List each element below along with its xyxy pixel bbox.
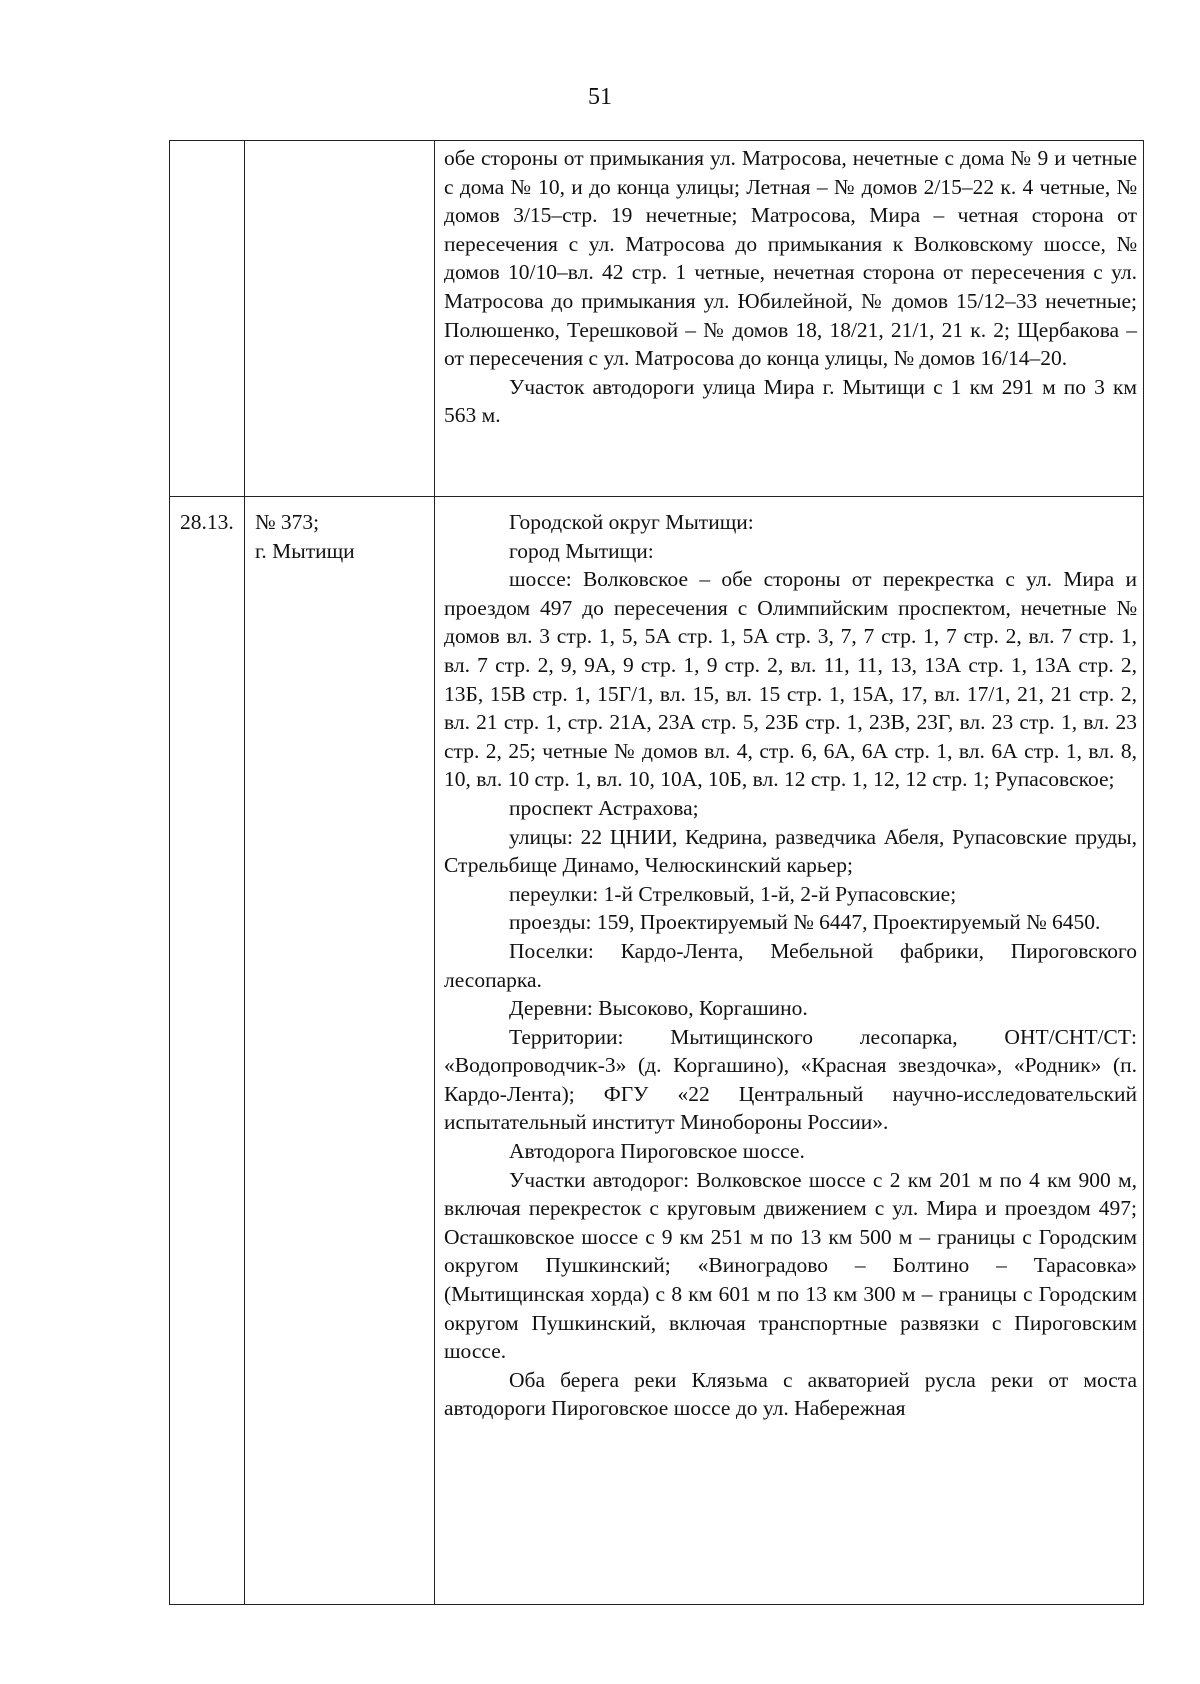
- description-paragraph: Участки автодорог: Волковское шоссе с 2 км 201 м по 4 км 900 м, включая перекресток с круговым движением с ул. Мира и проездом 497; Осташковское шоссе с 9 км 251 м по 13 км 500 м – границы с Городским округом Пушкинский; «Виноградово – Болтино – Тарасовка» (Мытищинская хорда) с 8 км 601 м по 13 км 300 м – границы с Городским округом Пушкинский, включая транспортные развязки с Пироговским шоссе.: [444, 1167, 1137, 1364]
- description-paragraph: Территории: Мытищинского лесопарка, ОНТ/СНТ/СТ: «Водопроводчик-3» (д. Коргашино), «Красная звездочка», «Родник» (п. Кардо-Лента); ФГУ «22 Центральный научно-исследовательский испытательный институт Минобороны России».: [444, 1024, 1137, 1135]
- description-paragraph: Городской округ Мытищи:: [509, 510, 754, 534]
- row-description-cell: [435, 497, 1144, 1605]
- row-number-cell: [170, 141, 245, 497]
- page-number: 51: [588, 84, 612, 110]
- zone-table: [169, 140, 1144, 1605]
- description-paragraph: Поселки: Кардо-Лента, Мебельной фабрики, Пироговского лесопарка.: [444, 938, 1137, 992]
- table-row: [170, 141, 1144, 497]
- description-paragraph: проезды: 159, Проектируемый № 6447, Проектируемый № 6450.: [509, 910, 1101, 935]
- description-paragraph: город Мытищи:: [509, 538, 654, 563]
- description-paragraph: проспект Астрахова;: [509, 795, 699, 820]
- description-paragraph: Деревни: Высоково, Коргашино.: [509, 996, 808, 1021]
- description-paragraph: Участок автодороги улица Мира г. Мытищи с 1 км 291 м по 3 км 563 м.: [444, 374, 1137, 428]
- description-paragraph: переулки: 1-й Стрелковый, 1-й, 2-й Рупасовские;: [509, 881, 957, 906]
- description-paragraph: улицы: 22 ЦНИИ, Кедрина, разведчика Абеля, Рупасовские пруды, Стрельбище Динамо, Челюскинский карьер;: [444, 824, 1137, 878]
- description-paragraph: обе стороны от примыкания ул. Матросова, нечетные с дома № 9 и четные с дома № 10, и до конца улицы; Летная – № домов 2/15–22 к. 4 четные, № домов 3/15–стр. 19 нечетные; Матросова, Мира – четная сторона от пересечения с ул. Матросова до примыкания к Волковскому шоссе, № домов 10/10–вл. 42 стр. 1 четные, нечетная сторона от пересечения с ул. Матросова до примыкания ул. Юбилейной, № домов 15/12–33 нечетные; Полюшенко, Терешковой – № домов 18, 18/21, 21/1, 21 к. 2; Щербакова – от пересечения с ул. Матросова до конца улицы, № домов 16/14–20.: [444, 146, 1137, 371]
- table-row: [170, 497, 1144, 1605]
- row-number-cell: 28.13.: [170, 497, 245, 1605]
- description-paragraph: шоссе: Волковское – обе стороны от перекрестка с ул. Мира и проездом 497 до пересечения с Олимпийским проспектом, нечетные № домов вл. 3 стр. 1, 5, 5А стр. 1, 5А стр. 3, 7, 7 стр. 1, 7 стр. 2, вл. 7 стр. 1, вл. 7 стр. 2, 9, 9А, 9 стр. 1, 9 стр. 2, вл. 11, 11, 13, 13А стр. 1, 13А стр. 2, 13Б, 15В стр. 1, 15Г/1, вл. 15, вл. 15 стр. 1, 15А, 17, вл. 17/1, 21, 21 стр. 2, вл. 21 стр. 1, стр. 21А, 23А стр. 5, 23Б стр. 1, 23В, 23Г, вл. 23 стр. 1, вл. 23 стр. 2, 25; четные № домов вл. 4, стр. 6, 6А, 6А стр. 1, вл. 6А стр. 1, вл. 8, 10, вл. 10 стр. 1, вл. 10, 10А, 10Б, вл. 12 стр. 1, 12, 12 стр. 1; Рупасовское;: [444, 567, 1137, 792]
- row-id-city: г. Мытищи: [255, 538, 355, 563]
- row-id-cell: [245, 141, 435, 497]
- description-paragraph: Автодорога Пироговское шоссе.: [509, 1139, 805, 1164]
- description-paragraph: Оба берега реки Клязьма с акваторией русла реки от моста автодороги Пироговское шоссе до ул. Набережная: [444, 1367, 1137, 1421]
- row-description-cell: [435, 141, 1144, 497]
- row-id-cell: [245, 497, 435, 1605]
- row-id-number: № 373;: [255, 510, 320, 534]
